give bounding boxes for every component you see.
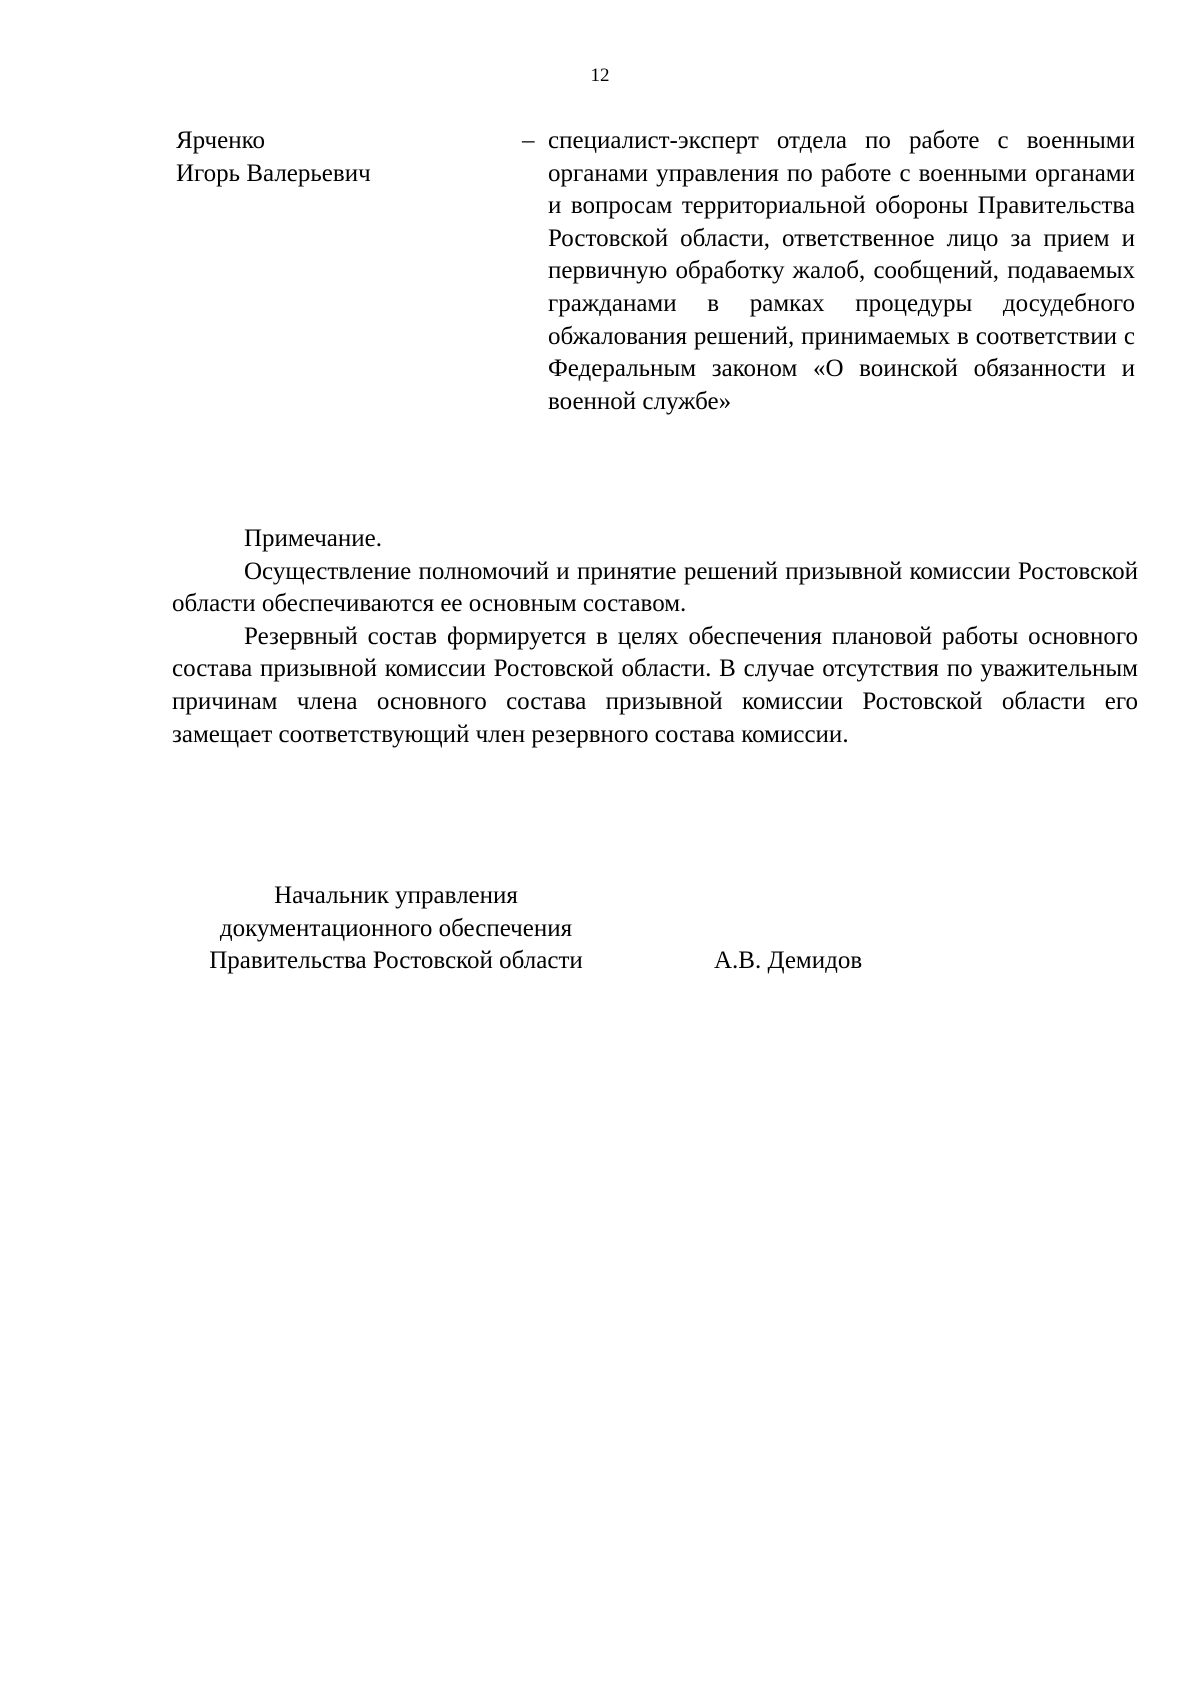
signature-name: А.В. Демидов	[714, 947, 863, 974]
note-paragraph: Осуществление полномочий и принятие решений призывной комиссии Ростовской области обеспечиваются ее основным составом.	[172, 557, 1138, 618]
member-given-names: Игорь Валерьевич	[176, 159, 371, 187]
signature-title-line: документационного обеспечения	[219, 914, 573, 942]
member-dash: –	[522, 127, 535, 154]
note-section	[172, 523, 1138, 751]
note-paragraph: Резервный состав формируется в целях обеспечения плановой работы основного состава призывной комиссии Ростовской области. В случае отсутствия по уважительным причинам члена основного состава призывной комиссии Ростовской области его замещает соответствующий член резервного состава комиссии.	[172, 622, 1138, 748]
signature-title-line: Начальник управления	[274, 882, 518, 909]
member-surname: Ярченко	[176, 127, 265, 154]
member-name	[176, 125, 506, 190]
signature-title-line: Правительства Ростовской области	[209, 947, 583, 975]
member-role: специалист-эксперт отдела по работе с военными органами управления по работе с военными органами и вопросам территориальной обороны Правительства Ростовской области, ответственное лицо за прием и первичную обработку жалоб, сообщений, подаваемых гражданами в рамках процедуры досудебного обжалования решений, принимаемых в соответствии с Федеральным законом «О воинской обязанности и военной службе»	[548, 127, 1135, 415]
note-heading: Примечание.	[244, 525, 383, 552]
signature-title	[166, 880, 626, 978]
page-number: 12	[590, 65, 610, 86]
